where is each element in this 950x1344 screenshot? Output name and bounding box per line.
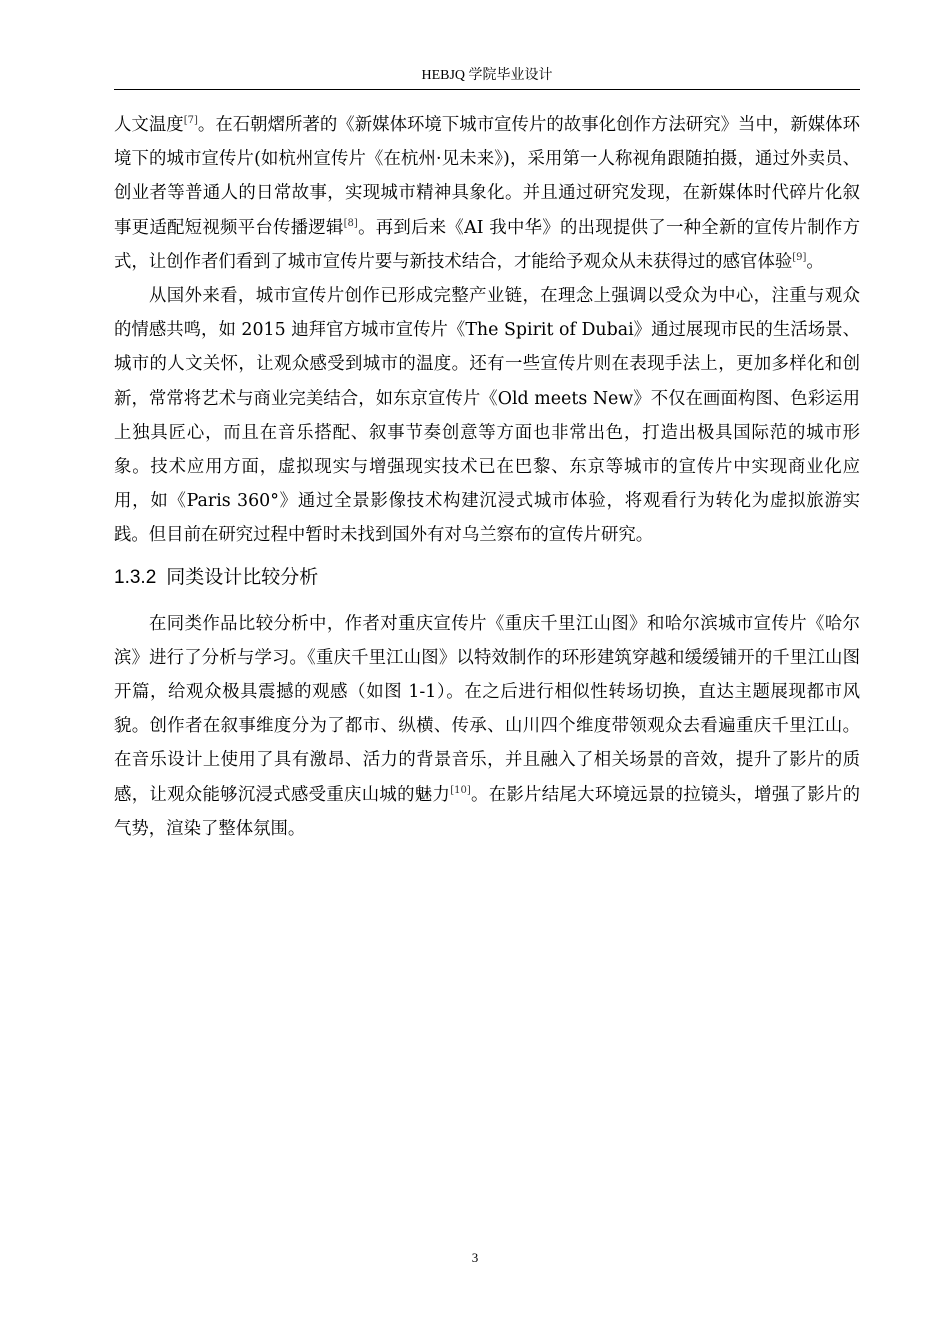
page-header: HEBJQ 学院毕业设计 [421,68,553,83]
section-heading [114,561,860,594]
header-rule [114,89,860,90]
paragraph-text: 。在石朝熠所著的《新媒体环境下城市宣传片的故事化创作方法研究》当中，新媒体环境下的城市宣传片(如杭州宣传片《在杭州·见未来》)，采用第一人称视角跟随拍摄，通过外卖员、创业者等普通人的日常故事，实现城市精神具象化。并且通过研究发现，在新媒体时代碎片化叙事更适配短视频平台传播逻辑 [114,115,860,238]
paragraph-text: 。 [806,251,824,272]
citation-10: [10] [450,784,471,796]
citation-8: [8] [343,217,358,229]
section-number: 1.3.2 [114,566,157,588]
citation-9: [9] [792,251,807,263]
paragraph-text: 人文温度 [114,115,184,135]
paragraph-continuation [114,108,860,279]
paragraph-foreign-research: 从国外来看，城市宣传片创作已形成完整产业链，在理念上强调以受众为中心，注重与观众的情感共鸣，如 2015 迪拜官方城市宣传片《The Spirit of Dubai》通过展现市民的生活场景、城市的人文关怀，让观众感受到城市的温度。还有一些宣传片则在表现手法上，更加多样化和创新，常常将艺术与商业完美结合，如东京宣传片《Old meets New》不仅在画面构图、色彩运用上独具匠心，而且在音乐搭配、叙事节奏创意等方面也非常出色，打造出极具国际范的城市形象。技术应用方面，虚拟现实与增强现实技术已在巴黎、东京等城市的宣传片中实现商业化应用，如《Paris 360°》通过全景影像技术构建沉浸式城市体验，将观看行为转化为虚拟旅游实践。但目前在研究过程中暂时未找到国外有对乌兰察布的宣传片研究。 [114,286,860,546]
section-title: 同类设计比较分析 [166,565,319,588]
paragraph-text: 在同类作品比较分析中，作者对重庆宣传片《重庆千里江山图》和哈尔滨城市宣传片《哈尔滨》进行了分析与学习。《重庆千里江山图》以特效制作的环形建筑穿越和缓缓铺开的千里江山图开篇，给观众极具震撼的观感（如图 1-1）。在之后进行相似性转场切换，直达主题展现都市风貌。创作者在叙事维度分为了都市、纵横、传承、山川四个维度带领观众去看遍重庆千里江山。在音乐设计上使用了具有激昂、活力的背景音乐，并且融入了相关场景的音效，提升了影片的质感，让观众能够沉浸式感受重庆山城的魅力 [114,613,860,805]
paragraph-text: 。再到后来《AI 我中华》的出现提供了一种全新的宣传片制作方式，让创作者们看到了城市宣传片要与新技术结合，才能给予观众从未获得过的感官体验 [114,217,860,272]
paragraph-comparison [114,607,860,846]
page-body [114,108,860,846]
citation-7: [7] [183,115,198,126]
paragraph-text: 。在影片结尾大环境远景的拉镜头，增强了影片的气势，渲染了整体氛围。 [114,784,860,839]
page-number: 3 [471,1250,479,1265]
